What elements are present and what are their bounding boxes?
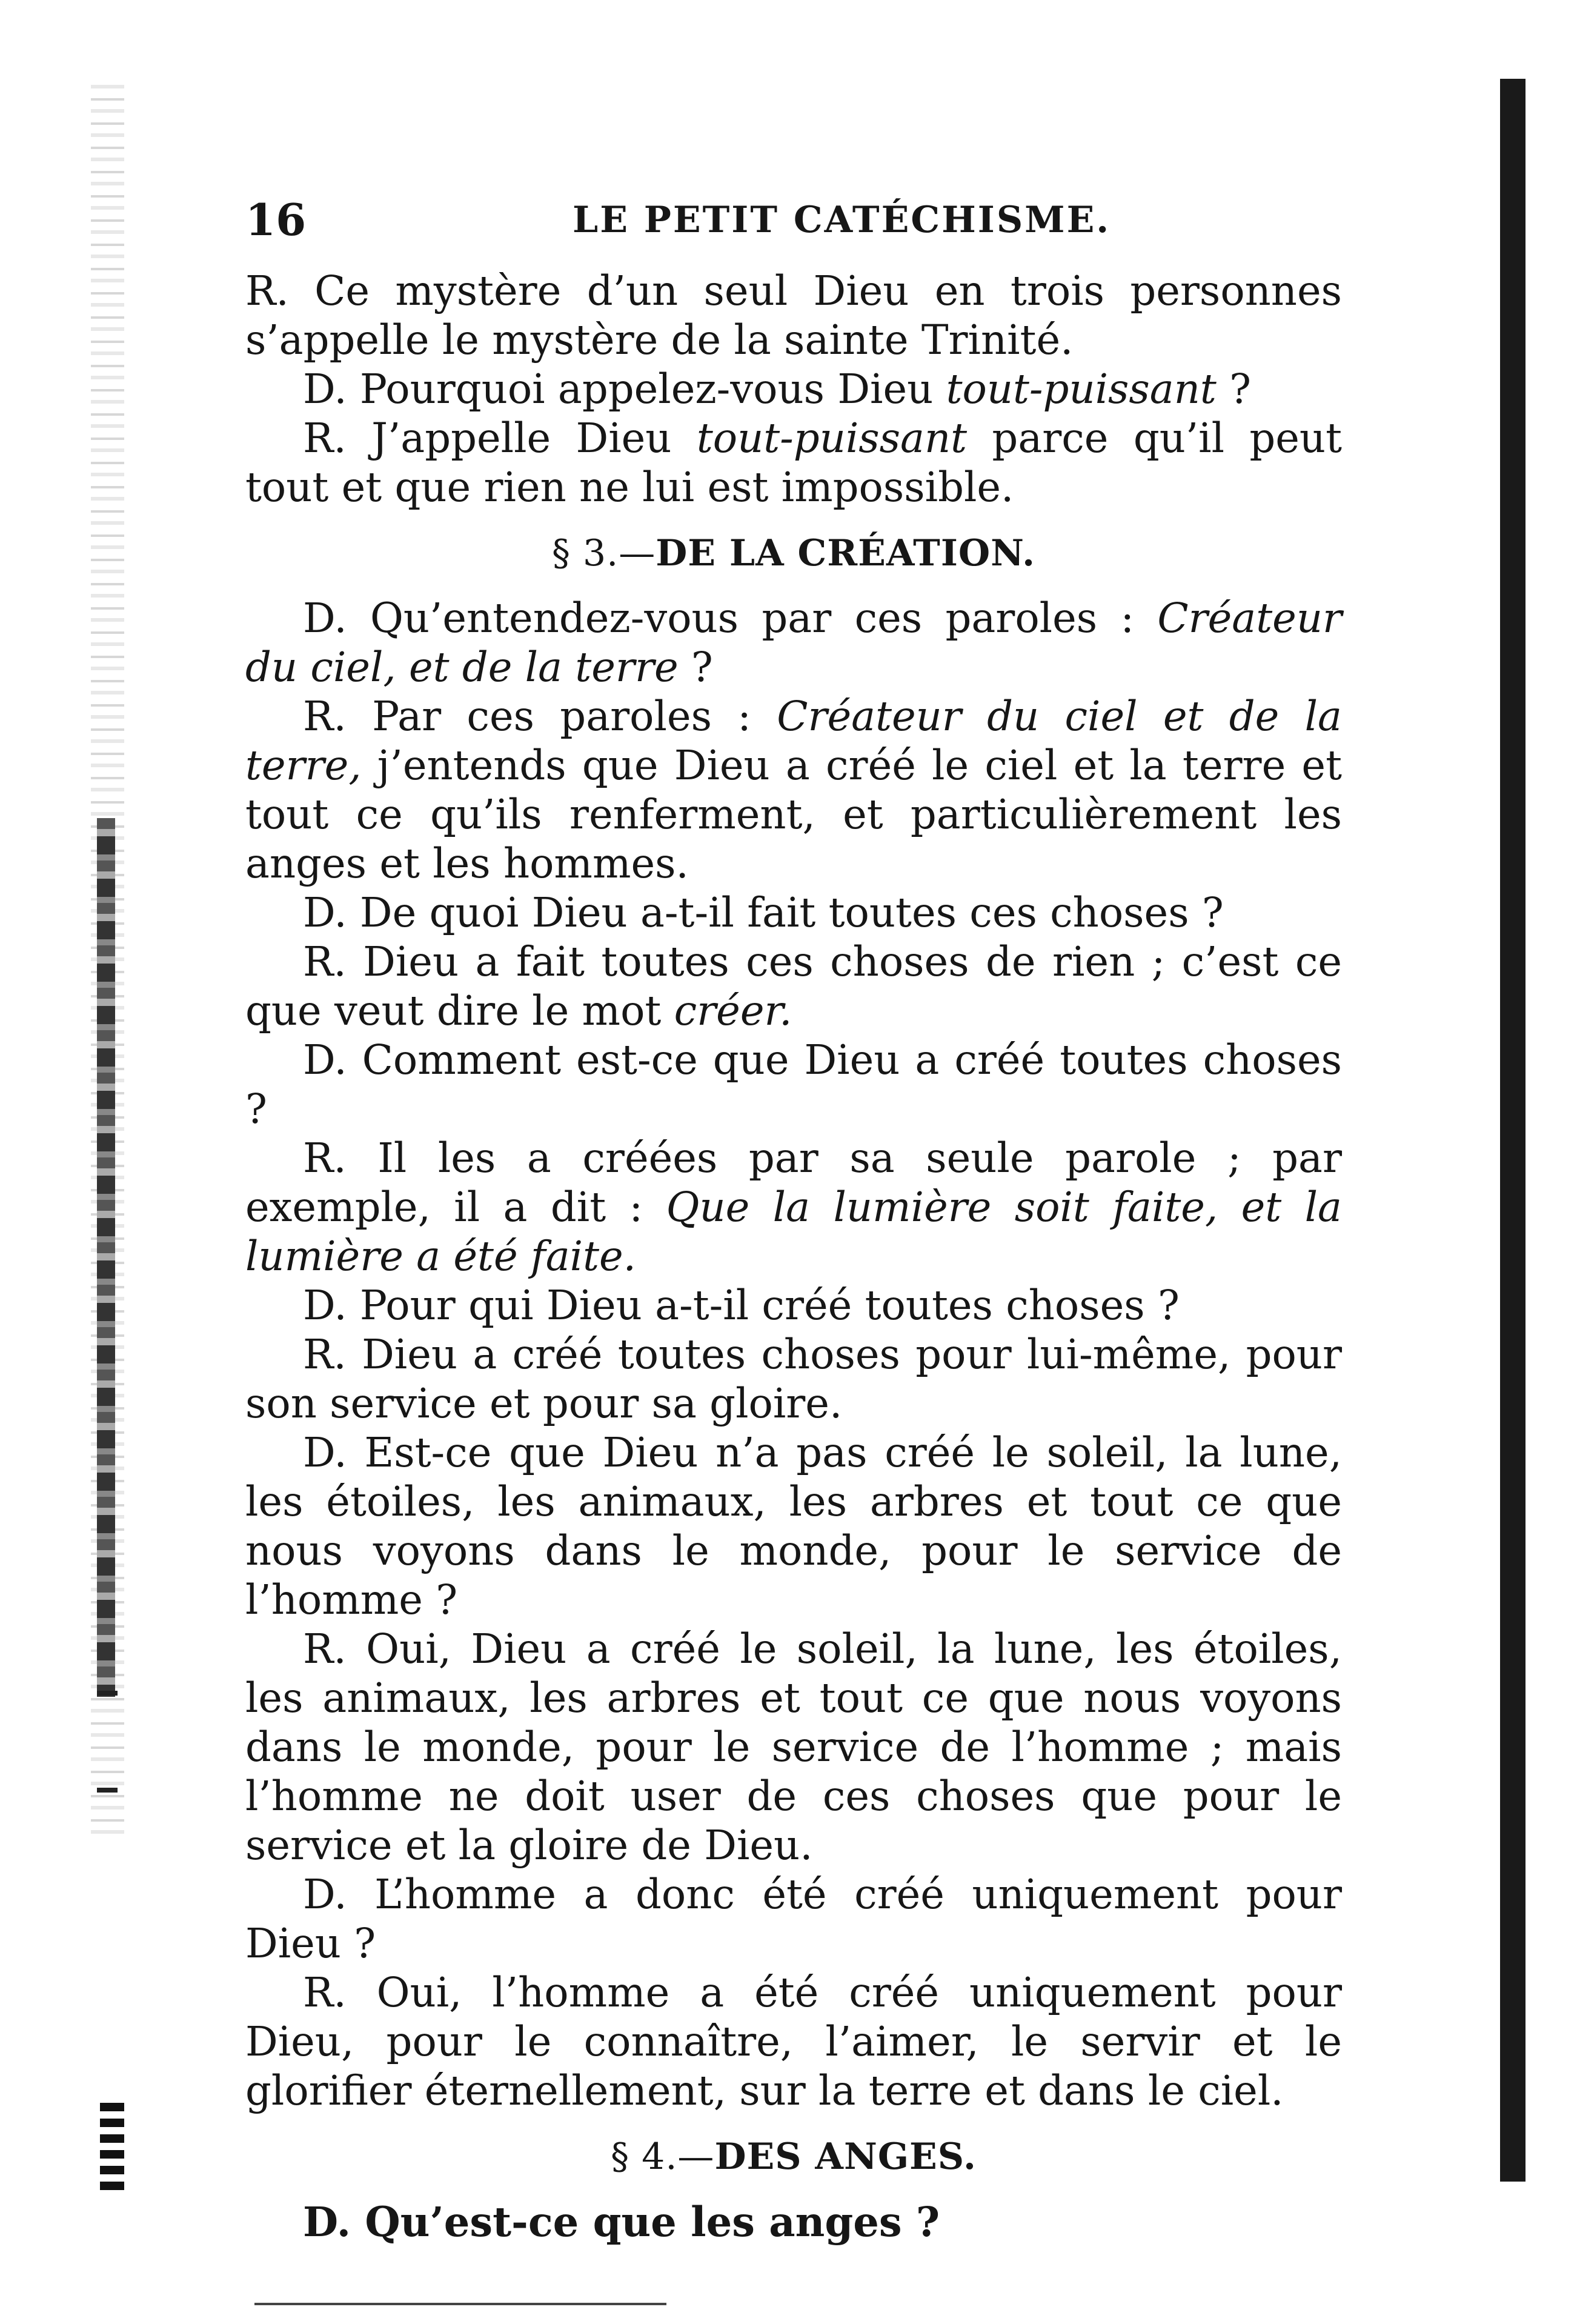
paragraph: R. Il les a créées par sa seule parole ; par exemple, il a dit : Que la lumière soit faite, et la lumière a été faite. bbox=[245, 1134, 1342, 1280]
page-edge-bar bbox=[1500, 79, 1526, 2182]
paragraph: D. L’homme a donc été créé uniquement pour Dieu ? bbox=[245, 1871, 1342, 1967]
section-heading-creation: § 3.—DE LA CRÉATION. bbox=[551, 532, 1036, 574]
scan-tick-group bbox=[100, 2103, 124, 2194]
paragraph: D. Pourquoi appelez-vous Dieu tout-puissant ? bbox=[303, 365, 1252, 413]
paragraph: D. De quoi Dieu a-t-il fait toutes ces choses ? bbox=[303, 889, 1224, 936]
page-header bbox=[245, 194, 1336, 261]
paragraph: D. Comment est-ce que Dieu a créé toutes choses ? bbox=[245, 1036, 1342, 1133]
paragraph: D. Qu’entendez-vous par ces paroles : Créateur du ciel, et de la terre ? bbox=[245, 594, 1342, 691]
paragraph: D. Qu’est-ce que les anges ? bbox=[303, 2198, 940, 2246]
section-heading-anges: § 4.—DES ANGES. bbox=[611, 2136, 977, 2178]
page-body bbox=[245, 267, 1342, 2246]
paragraph: R. J’appelle Dieu tout-puissant parce qu’il peut tout et que rien ne lui est impossible. bbox=[245, 415, 1342, 511]
scan-tick bbox=[97, 1691, 118, 1696]
running-title: LE PETIT CATÉCHISME. bbox=[573, 199, 1111, 241]
paragraph: R. Ce mystère d’un seul Dieu en trois personnes s’appelle le mystère de la sainte Trinité. bbox=[245, 267, 1342, 364]
page-number: 16 bbox=[245, 194, 307, 245]
paragraph: R. Oui, l’homme a été créé uniquement pour Dieu, pour le connaître, l’aimer, le servir et le glorifier éternellement, sur la terre et dans le ciel. bbox=[245, 1969, 1342, 2114]
paragraph: R. Par ces paroles : Créateur du ciel et de la terre, j’entends que Dieu a créé le ciel et la terre et tout ce qu’ils renferment, et particulièrement les anges et les hommes. bbox=[245, 693, 1342, 887]
paragraph: D. Est-ce que Dieu n’a pas créé le soleil, la lune, les étoiles, les animaux, les arbres et tout ce que nous voyons dans le monde, pour le service de l’homme ? bbox=[245, 1429, 1342, 1623]
paragraph: R. Dieu a créé toutes choses pour lui-même, pour son service et pour sa gloire. bbox=[245, 1331, 1342, 1427]
scan-tick bbox=[97, 1788, 118, 1793]
paragraph: D. Pour qui Dieu a-t-il créé toutes choses ? bbox=[303, 1282, 1180, 1329]
scan-margin-shadow bbox=[97, 818, 115, 1697]
bottom-rule bbox=[254, 2303, 666, 2305]
paragraph: R. Oui, Dieu a créé le soleil, la lune, les étoiles, les animaux, les arbres et tout ce que nous voyons dans le monde, pour le service de l’homme ; mais l’homme ne doit user de ces choses que pour le service et la gloire de Dieu. bbox=[245, 1625, 1342, 1869]
paragraph: R. Dieu a fait toutes ces choses de rien ; c’est ce que veut dire le mot créer. bbox=[245, 938, 1342, 1034]
